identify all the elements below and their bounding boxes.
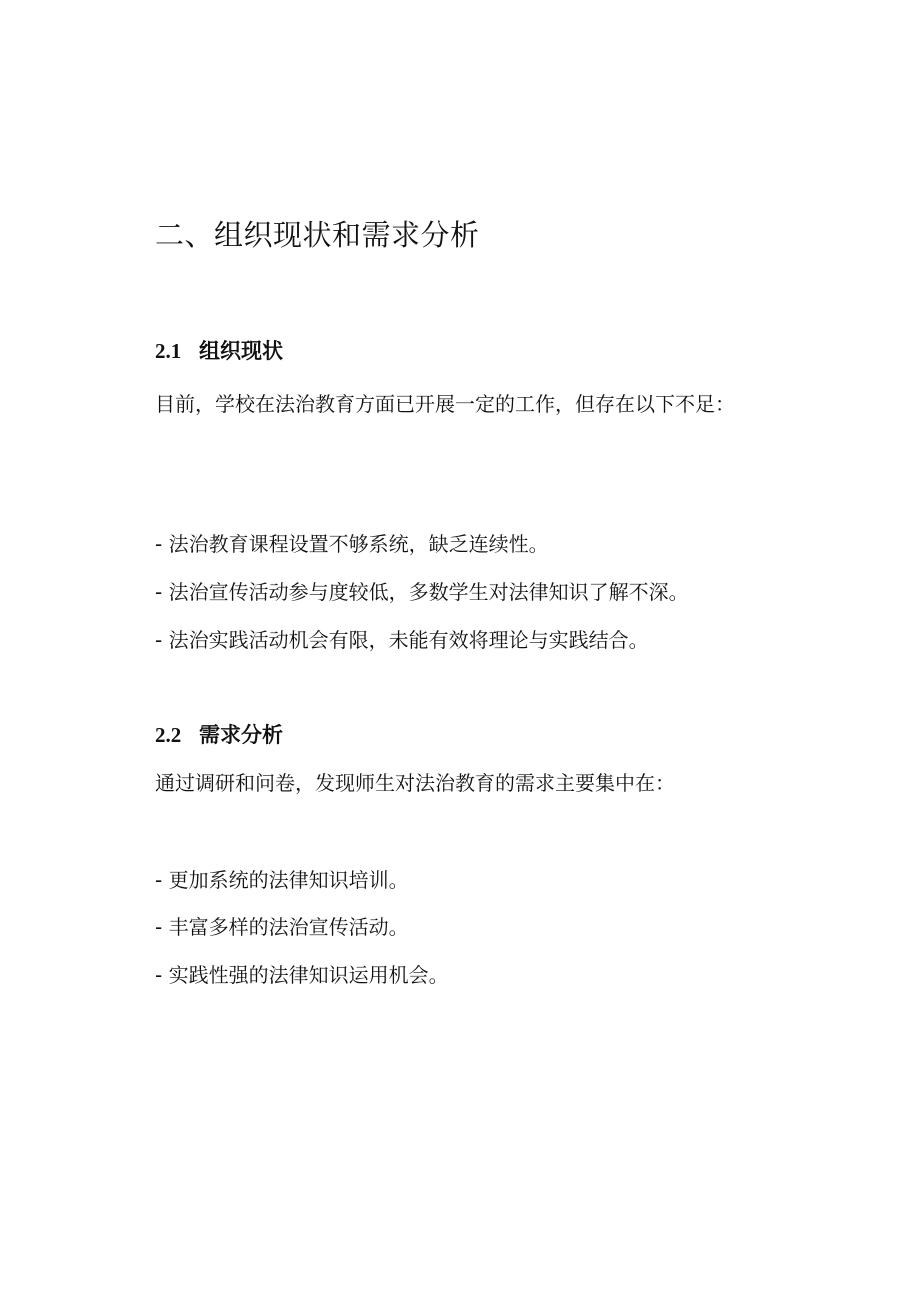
section-title: 组织现状 [199,339,283,363]
bullet-item: - 实践性强的法律知识运用机会。 [155,963,449,987]
section-heading-2-2 [155,719,283,751]
section-number: 2.1 [155,339,182,363]
bullet-item: - 法治教育课程设置不够系统，缺乏连续性。 [155,532,549,556]
bullet-item: - 法治宣传活动参与度较低，多数学生对法律知识了解不深。 [155,580,689,604]
section-intro-paragraph: 通过调研和问卷，发现师生对法治教育的需求主要集中在： [155,771,675,795]
bullet-item: - 丰富多样的法治宣传活动。 [155,915,409,939]
bullet-item: - 更加系统的法律知识培训。 [155,868,409,892]
chapter-title: 二、组织现状和需求分析 [155,218,480,252]
section-heading-2-1 [155,335,283,367]
bullet-item: - 法治实践活动机会有限，未能有效将理论与实践结合。 [155,628,649,652]
section-number: 2.2 [155,723,182,747]
section-intro-paragraph: 目前，学校在法治教育方面已开展一定的工作，但存在以下不足： [155,392,735,416]
section-title: 需求分析 [199,723,283,747]
